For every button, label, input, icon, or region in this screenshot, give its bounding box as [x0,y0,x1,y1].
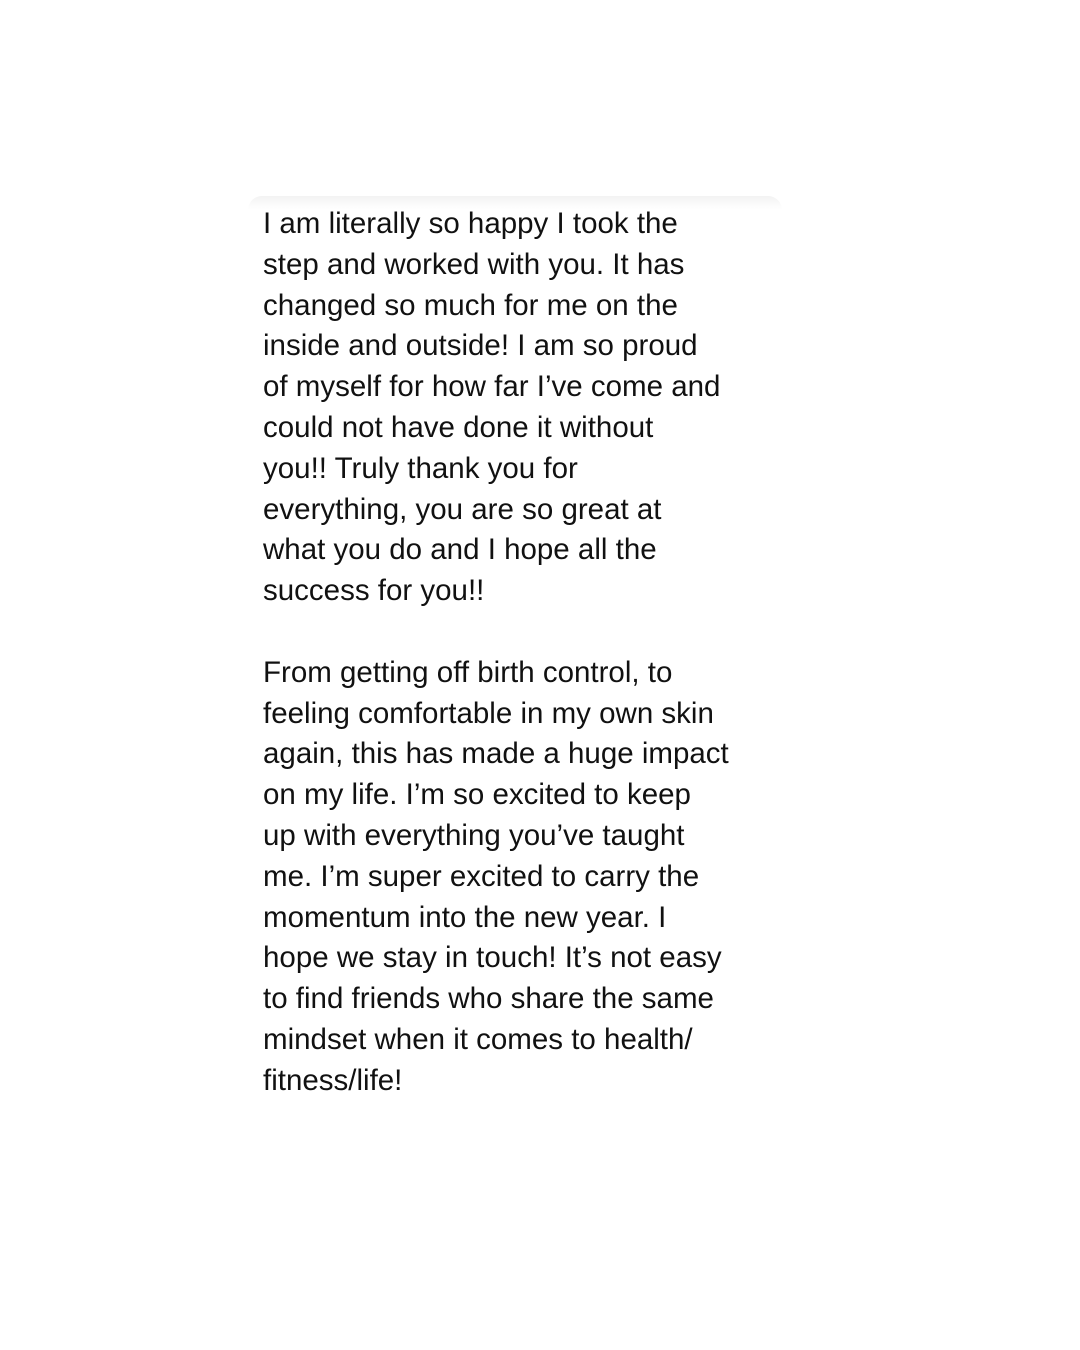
message-line: success for you!! [263,574,485,608]
message-line: everything, you are so great at [263,492,662,526]
message-line: again, this has made a huge impact [263,737,729,771]
message-line: changed so much for me on the [263,288,678,322]
message-line: hope we stay in touch! It’s not easy [263,941,722,975]
message-line: I am literally so happy I took the [263,207,678,240]
message-line: up with everything you’ve taught [263,818,685,852]
message-line: what you do and I hope all the [263,533,657,567]
message-line: inside and outside! I am so proud [263,329,698,363]
message-line: momentum into the new year. I [263,900,667,934]
message-line: you!! Truly thank you for [263,451,578,485]
message-line: me. I’m super excited to carry the [263,859,700,893]
message-text [263,204,783,1102]
message-line: step and worked with you. It has [263,247,685,281]
message-line: could not have done it without [263,410,654,444]
message-line: feeling comfortable in my own skin [263,696,714,730]
message-paragraph-1 [263,204,783,612]
paragraph-gap [263,612,783,653]
message-line: on my life. I’m so excited to keep [263,778,691,812]
message-paragraph-2 [263,653,783,1102]
message-line: mindset when it comes to health/ [263,1022,693,1056]
message-line: of myself for how far I’ve come and [263,370,721,404]
message-line: fitness/life! [263,1063,403,1097]
message-line: From getting off birth control, to [263,655,673,689]
message-line: to find friends who share the same [263,982,714,1016]
